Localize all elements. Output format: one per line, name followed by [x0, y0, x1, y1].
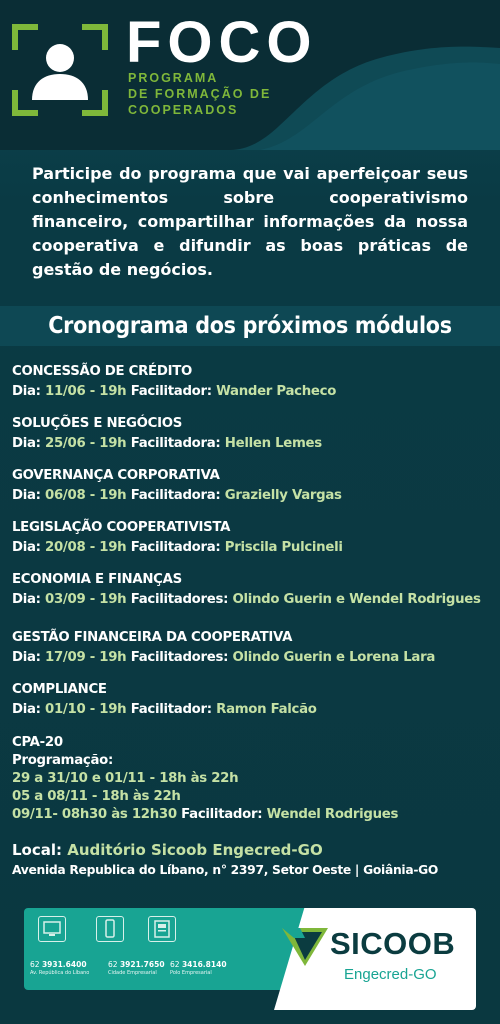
module-facilitator: Grazielly Vargas [224, 488, 342, 503]
module-facilitator: Ramon Falcão [216, 702, 317, 717]
logo-name: SICOOB [330, 926, 456, 961]
phone-entry [30, 960, 89, 978]
phone-place: Polo Empresarial [170, 970, 212, 976]
cpa-schedule-line: 05 a 08/11 - 18h às 22h [12, 789, 181, 804]
module-facilitator: Olindo Guerin e Lorena Lara [232, 650, 436, 665]
module-item [12, 414, 496, 454]
phone-entry [108, 960, 165, 978]
phone-place: Cidade Empresarial [108, 970, 157, 976]
location-block [12, 840, 496, 880]
phone-number: 3931.6400 [41, 960, 87, 969]
module-item [12, 570, 496, 610]
subtitle-line: COOPERADOS [128, 103, 239, 117]
day-label: Dia: [12, 540, 41, 555]
location-label: Local: [12, 841, 63, 859]
location-place: Auditório Sicoob Engecred-GO [67, 841, 323, 859]
module-title: GOVERNANÇA CORPORATIVA [12, 468, 220, 483]
facilitator-label: Facilitadora: [130, 488, 221, 503]
module-facilitator: Wander Pacheco [216, 384, 337, 399]
day-label: Dia: [12, 650, 41, 665]
module-title: GESTÃO FINANCEIRA DA COOPERATIVA [12, 630, 293, 645]
module-day: 01/10 - 19h [45, 702, 127, 717]
module-details [12, 382, 496, 402]
brand-title: FOCO [126, 10, 318, 75]
day-label: Dia: [12, 384, 41, 399]
module-title: ECONOMIA E FINANÇAS [12, 572, 182, 587]
module-item [12, 628, 496, 668]
module-details [12, 486, 496, 506]
module-day: 11/06 - 19h [45, 384, 127, 399]
module-day: 25/06 - 19h [45, 436, 127, 451]
cpa-schedule-line: 29 a 31/10 e 01/11 - 18h às 22h [12, 771, 239, 786]
module-details [12, 538, 496, 558]
day-label: Dia: [12, 488, 41, 503]
module-item [12, 518, 496, 558]
module-day: 17/09 - 19h [45, 650, 127, 665]
cpa-last-line [12, 806, 496, 824]
facilitator-label: Facilitadores: [130, 650, 229, 665]
module-day: 20/08 - 19h [45, 540, 127, 555]
facilitator-label: Facilitador: [130, 702, 212, 717]
intro-paragraph [32, 162, 468, 282]
module-details [12, 700, 496, 720]
module-title: LEGISLAÇÃO COOPERATIVISTA [12, 520, 231, 535]
cpa-module [12, 734, 496, 824]
location-address: Avenida Republica do Líbano, n° 2397, Setor Oeste | Goiânia-GO [12, 863, 439, 877]
location-line [12, 840, 496, 860]
module-facilitator: Olindo Guerin e Wendel Rodrigues [232, 592, 481, 607]
cpa-program-label: Programação: [12, 753, 114, 768]
module-facilitator: Priscila Pulcineli [224, 540, 343, 555]
facilitator-label: Facilitadora: [130, 436, 221, 451]
smartphone-icon [96, 916, 124, 942]
day-label: Dia: [12, 436, 41, 451]
module-facilitator: Hellen Lemes [224, 436, 322, 451]
schedule-heading-band [0, 306, 500, 346]
module-day: 06/08 - 19h [45, 488, 127, 503]
module-details [12, 590, 496, 610]
sicoob-mark-icon [282, 928, 328, 966]
facilitator-label: Facilitadora: [130, 540, 221, 555]
brand-subtitle [128, 70, 328, 118]
phone-ddd: 62 [170, 960, 180, 969]
phone-ddd: 62 [108, 960, 118, 969]
header [0, 0, 500, 150]
cpa-schedule-line: 09/11- 08h30 às 12h30 [12, 807, 177, 822]
cpa-facilitator: Wendel Rodrigues [266, 807, 399, 822]
subtitle-line: DE FORMAÇÃO DE [128, 87, 272, 101]
module-title: COMPLIANCE [12, 682, 107, 697]
module-item [12, 362, 496, 402]
module-day: 03/09 - 19h [45, 592, 127, 607]
facilitator-label: Facilitadores: [130, 592, 229, 607]
atm-icon [148, 916, 176, 942]
profile-frame-icon [12, 24, 108, 116]
module-item [12, 466, 496, 506]
monitor-icon [38, 916, 66, 942]
phone-number: 3921.7650 [119, 960, 165, 969]
phone-number: 3416.8140 [181, 960, 227, 969]
phone-place: Av. República do Líbano [30, 970, 90, 976]
facilitator-label: Facilitador: [181, 807, 263, 822]
day-label: Dia: [12, 592, 41, 607]
facilitator-label: Facilitador: [130, 384, 212, 399]
cpa-title: CPA-20 [12, 735, 63, 750]
module-title: SOLUÇÕES E NEGÓCIOS [12, 416, 183, 431]
schedule-heading: Cronograma dos próximos módulos [48, 313, 452, 339]
module-details [12, 648, 496, 668]
logo-subtitle: Engecred-GO [344, 966, 437, 983]
module-details [12, 434, 496, 454]
module-item [12, 680, 496, 720]
day-label: Dia: [12, 702, 41, 717]
subtitle-line: PROGRAMA [128, 71, 219, 85]
phone-entry [170, 960, 227, 978]
sicoob-logo [282, 926, 472, 996]
module-title: CONCESSÃO DE CRÉDITO [12, 364, 193, 379]
intro-text: Participe do programa que vai aperfeiçoar seus conhecimentos sobre cooperativismo financeiro, compartilhar informações da nossa cooperativa e difundir as boas práticas de gestão de negócios. [32, 164, 468, 279]
phone-ddd: 62 [30, 960, 40, 969]
